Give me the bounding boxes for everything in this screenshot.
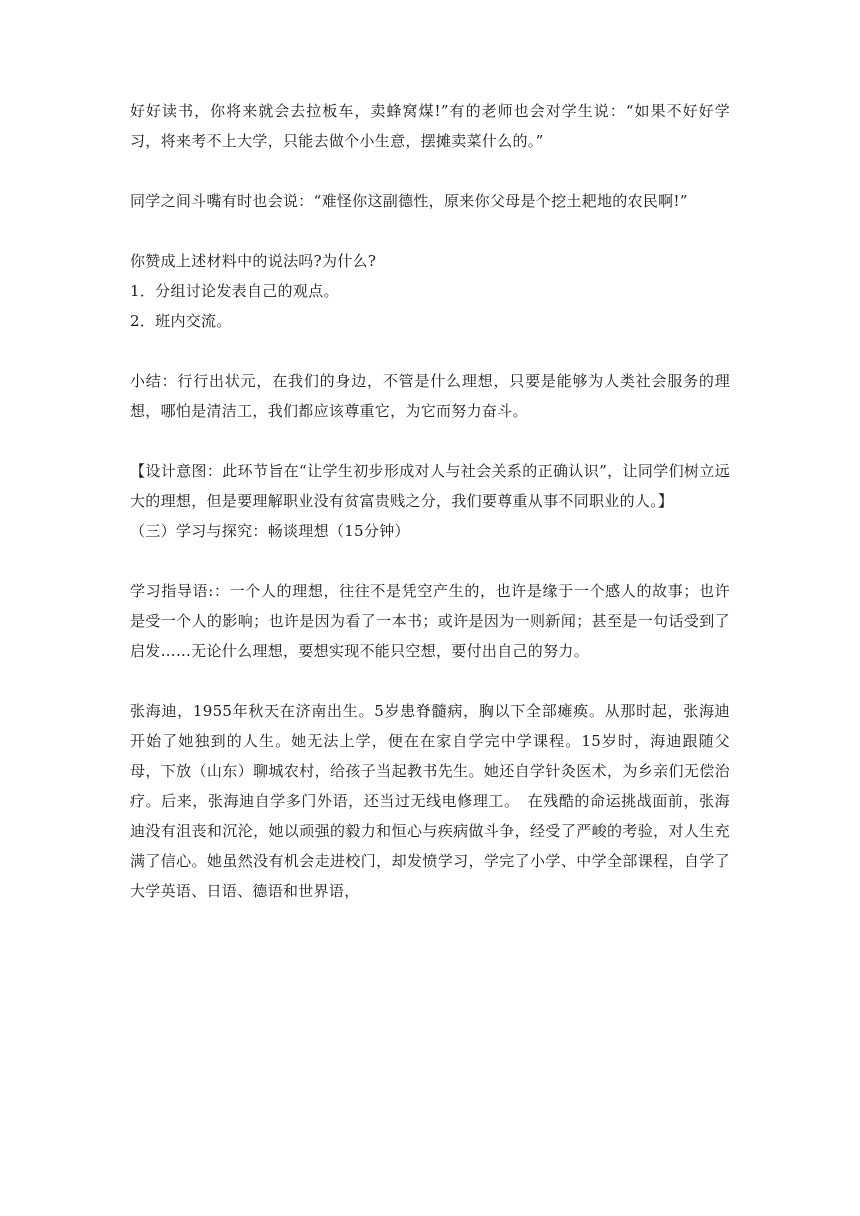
paragraph-gap: [130, 216, 730, 246]
section-heading: （三）学习与探究：畅谈理想（15分钟）: [130, 522, 410, 540]
paragraph-classmate-quote: 同学之间斗嘴有时也会说：“难怪你这副德性，原来你父母是个挖土耙地的农民啊!”: [130, 192, 688, 210]
paragraph-gap: [130, 156, 730, 186]
paragraph-parent-teacher-quotes: 好好读书，你将来就会去拉板车，卖蜂窝煤!”有的老师也会对学生说：“如果不好好学习，将来考不上大学，只能去做个小生意，摆摊卖菜什么的。”: [130, 102, 730, 150]
design-intent-paragraph: 【设计意图：此环节旨在“让学生初步形成对人与社会关系的正确认识”，让同学们树立远大的理想，但是要理解职业没有贫富贵贱之分，我们要尊重从事不同职业的人。】: [130, 462, 730, 510]
discussion-question: 你赞成上述材料中的说法吗?为什么?: [130, 252, 377, 270]
paragraph-gap: [130, 666, 730, 696]
zhang-haidi-story-paragraph: 张海迪，1955年秋天在济南出生。5岁患脊髓病，胸以下全部瘫痪。从那时起，张海迪开始了她独到的人生。她无法上学，便在在家自学完中学课程。15岁时，海迪跟随父母，下放（山东）聊城农村，给孩子当起教书先生。她还自学针灸医术，为乡亲们无偿治疗。后来，张海迪自学多门外语，还当过无线电修理工。 在残酷的命运挑战面前，张海迪没有沮丧和沉沦，她以顽强的毅力和恒心与疾病做斗争，经受了严峻的考验，对人生充满了信心。她虽然没有机会走进校门，却发愤学习，学完了小学、中学全部课程，自学了大学英语、日语、德语和世界语，: [130, 702, 730, 900]
document-body: [130, 96, 730, 906]
summary-paragraph: 小结：行行出状元，在我们的身边，不管是什么理想，只要是能够为人类社会服务的理想，哪怕是清洁工，我们都应该尊重它，为它而努力奋斗。: [130, 372, 730, 420]
paragraph-gap: [130, 426, 730, 456]
discussion-step-2: 2．班内交流。: [130, 312, 232, 330]
discussion-step-1: 1．分组讨论发表自己的观点。: [130, 282, 339, 300]
paragraph-gap: [130, 546, 730, 576]
paragraph-gap: [130, 336, 730, 366]
learning-guide-paragraph: 学习指导语:：一个人的理想，往往不是凭空产生的，也许是缘于一个感人的故事；也许是受一个人的影响；也许是因为看了一本书；或许是因为一则新闻；甚至是一句话受到了启发……无论什么理想，要想实现不能只空想，要付出自己的努力。: [130, 582, 730, 660]
